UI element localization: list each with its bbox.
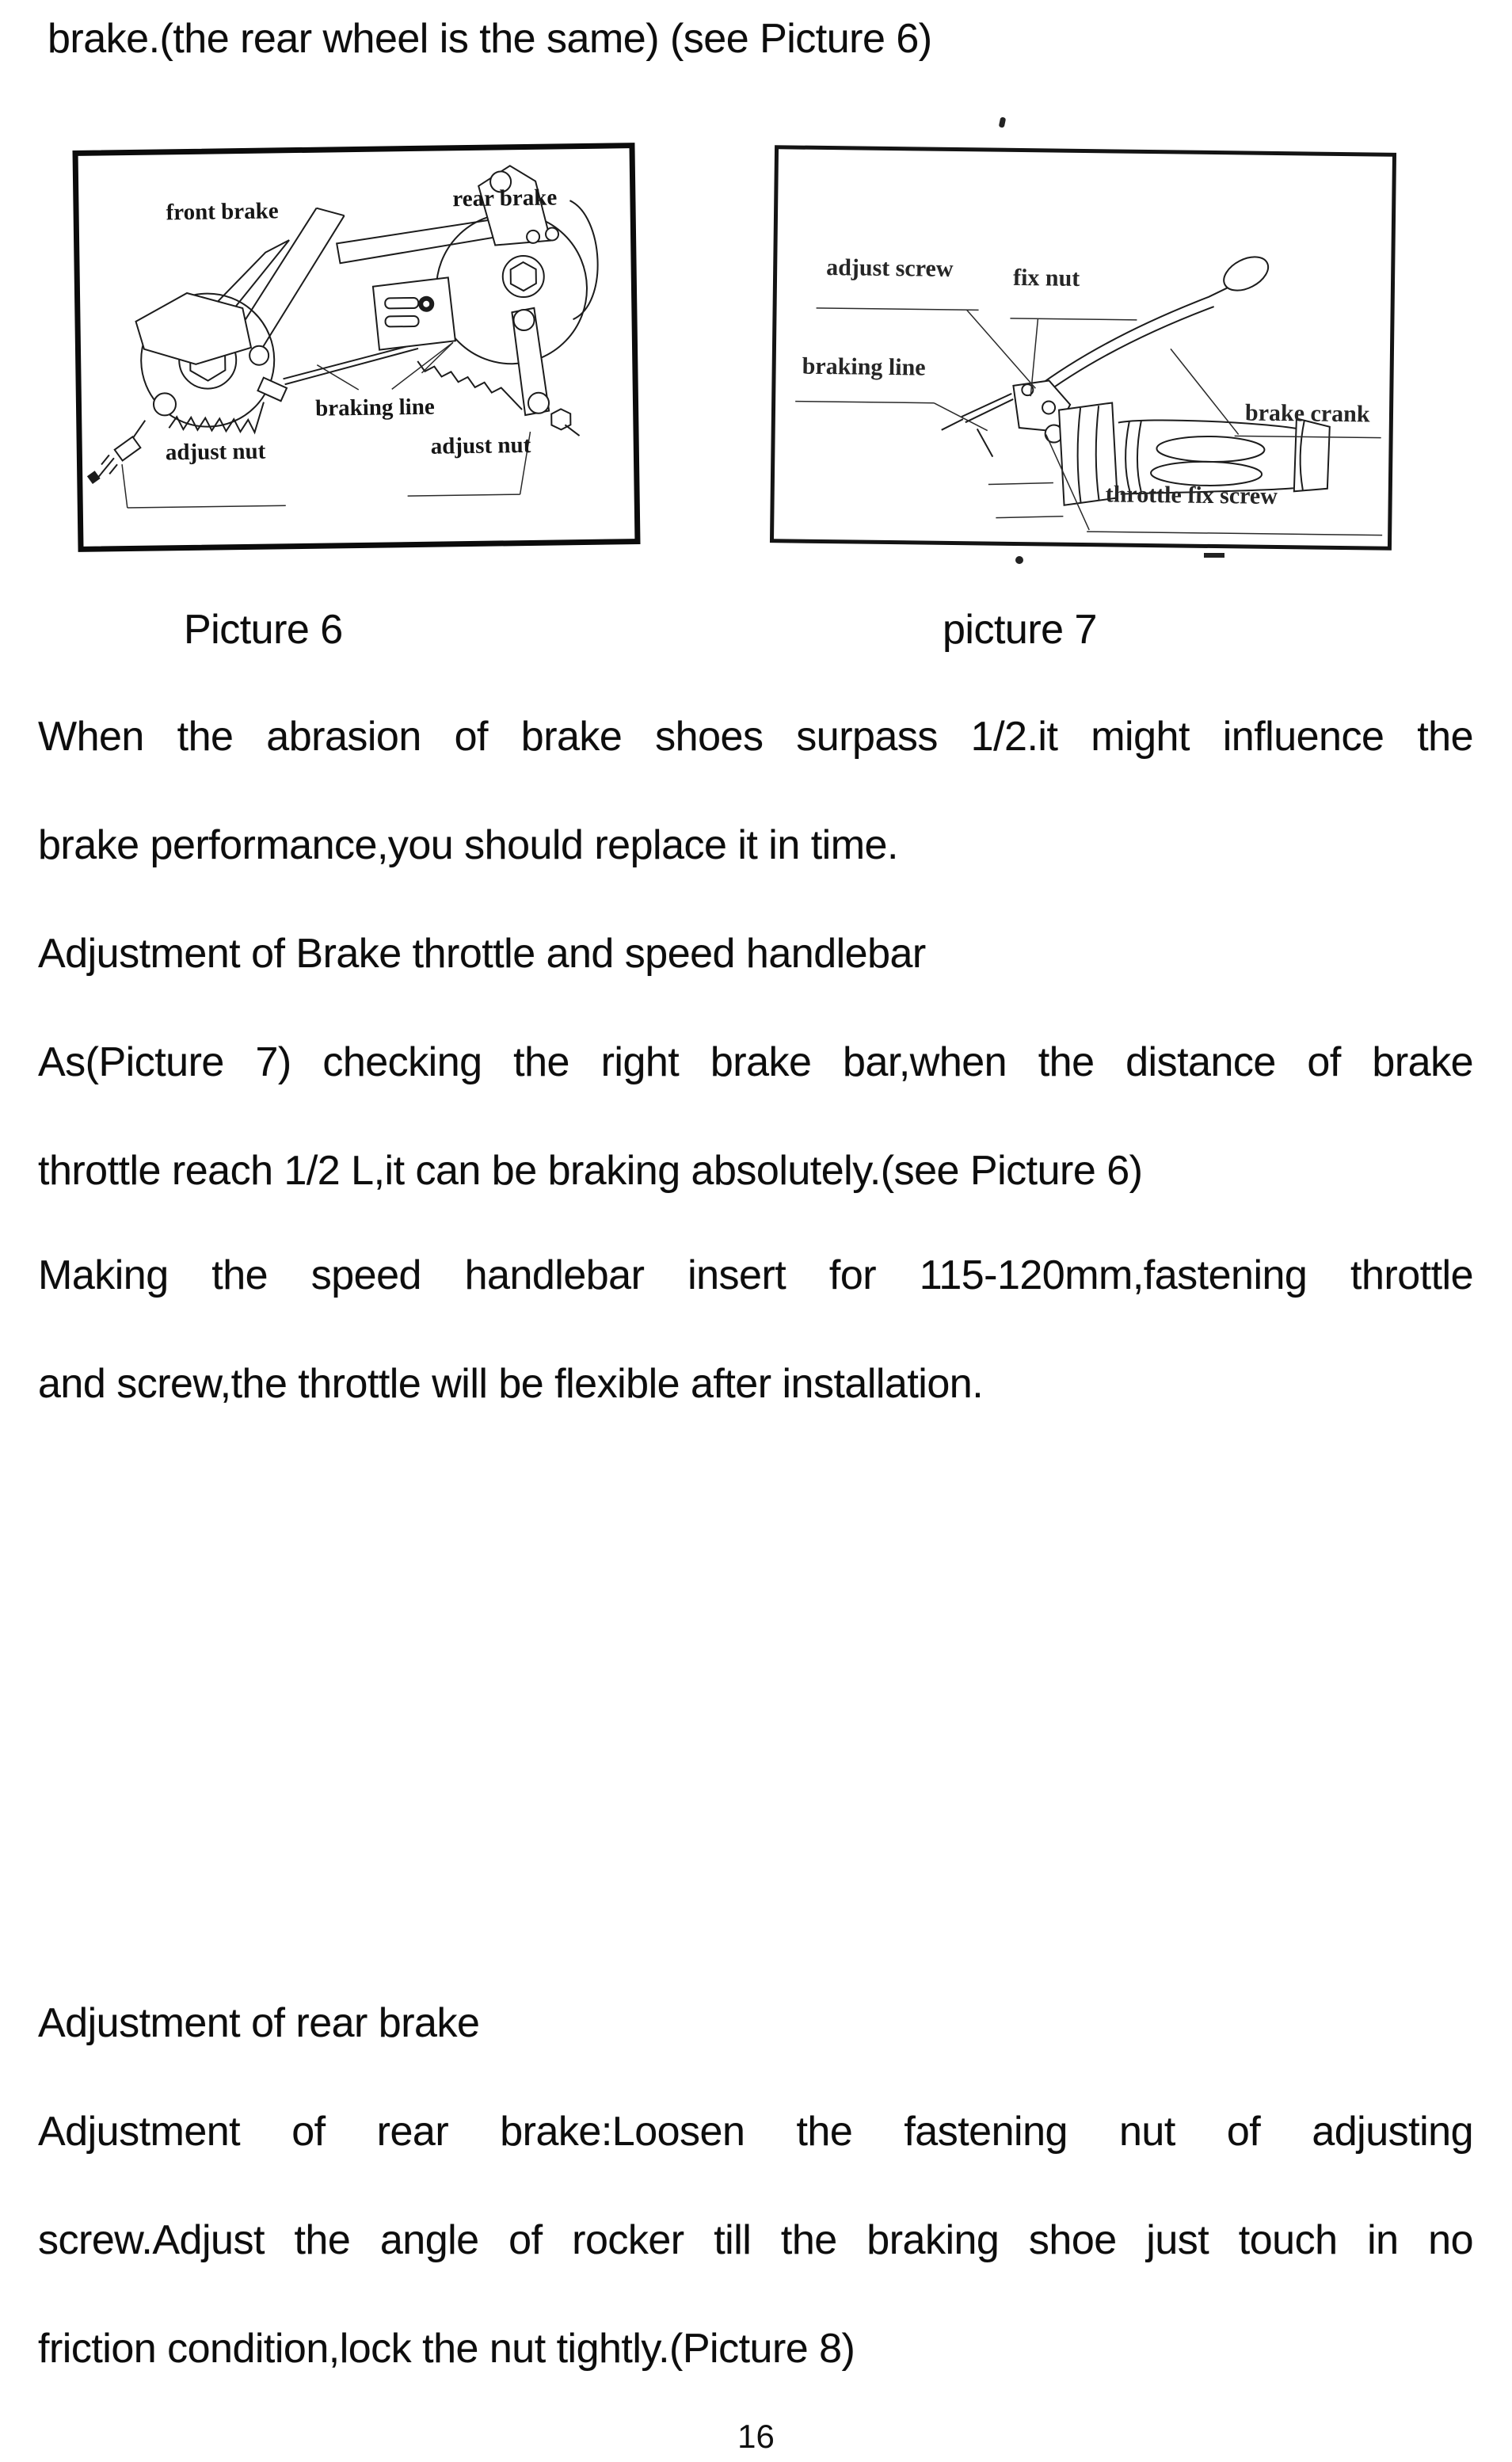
section-heading: Adjustment of Brake throttle and speed handlebar (38, 931, 926, 977)
figure-picture6 (72, 143, 640, 552)
brake-lever-drawing (940, 246, 1331, 522)
label-braking-line: braking line (314, 394, 435, 421)
body-line: friction condition,lock the nut tightly.(Picture 8) (38, 2326, 855, 2372)
label-brake-crank: brake crank (1244, 399, 1370, 428)
scan-speck (1015, 556, 1023, 564)
figure6-drawing (78, 148, 635, 547)
body-line-top: brake.(the rear wheel is the same) (see Picture 6) (48, 16, 932, 62)
label-rear-brake: rear brake (452, 185, 558, 212)
label-fix-nut: fix nut (1012, 264, 1080, 292)
page-number: 16 (737, 2418, 775, 2455)
body-line: and screw,the throttle will be flexible after installation. (38, 1361, 984, 1407)
caption-picture6: Picture 6 (184, 607, 343, 653)
label-adjust-nut-right: adjust nut (430, 432, 531, 459)
body-line: screw.Adjust the angle of rocker till the braking shoe just touch in no (38, 2217, 1473, 2263)
label-throttle-fix-screw: throttle fix screw (1105, 481, 1278, 510)
body-line: throttle reach 1/2 L,it can be braking absolutely.(see Picture 6) (38, 1148, 1143, 1194)
body-line: As(Picture 7) checking the right brake bar,when the distance of brake (38, 1039, 1473, 1085)
label-adjust-screw: adjust screw (826, 254, 954, 282)
scan-speck (1204, 553, 1224, 558)
label-adjust-nut-left: adjust nut (165, 438, 266, 466)
body-line: When the abrasion of brake shoes surpass 1/2.it might influence the (38, 714, 1473, 760)
label-front-brake: front brake (166, 198, 279, 226)
label-braking-line: braking line (802, 353, 926, 381)
scan-speck (999, 116, 1007, 128)
figure7-drawing (774, 149, 1392, 546)
caption-picture7: picture 7 (943, 607, 1097, 653)
body-line: Adjustment of rear brake:Loosen the fastening nut of adjusting (38, 2109, 1473, 2155)
section-heading: Adjustment of rear brake (38, 2000, 480, 2046)
body-line: Making the speed handlebar insert for 115-120mm,fastening throttle (38, 1252, 1473, 1298)
body-line: brake performance,you should replace it in time. (38, 822, 898, 868)
figure-picture7 (770, 145, 1396, 551)
